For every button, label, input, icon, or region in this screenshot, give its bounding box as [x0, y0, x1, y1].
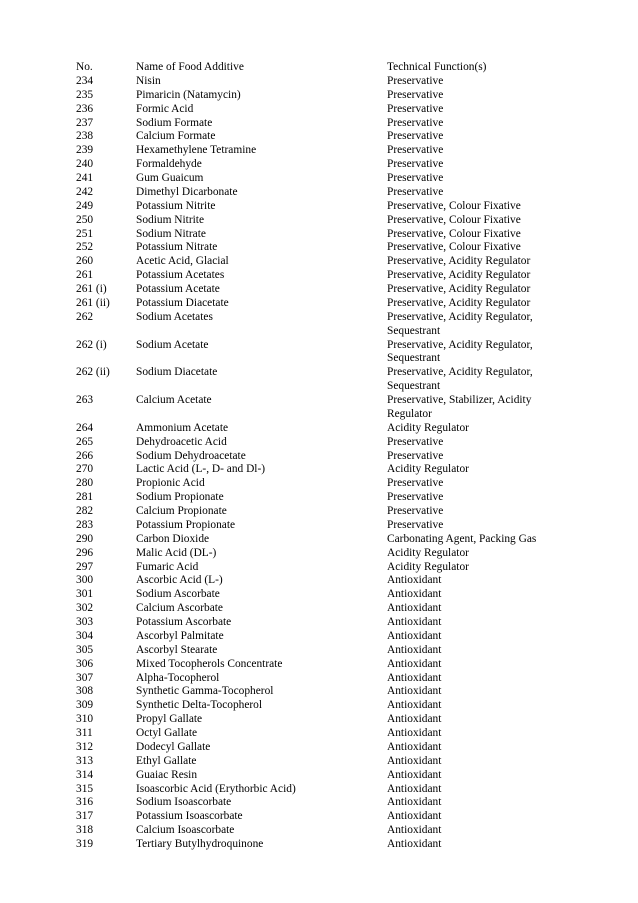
cell-name: Isoascorbic Acid (Erythorbic Acid): [136, 782, 296, 795]
function-line: Antioxidant: [387, 685, 442, 698]
cell-function: [387, 394, 556, 422]
cell-function: [387, 463, 556, 477]
function-line: Antioxidant: [387, 574, 442, 587]
cell-function: [387, 311, 556, 339]
cell-function: [387, 477, 556, 491]
table-row: [76, 755, 556, 769]
header-name: Name of Food Additive: [136, 61, 244, 73]
cell-name: Ascorbyl Stearate: [136, 643, 218, 656]
table-row: [76, 422, 556, 436]
cell-no: 236: [76, 102, 94, 115]
cell-no: 300: [76, 574, 94, 587]
function-line: Antioxidant: [387, 616, 442, 628]
table-row: [76, 339, 556, 367]
table-row: [76, 311, 556, 339]
table-row: [76, 713, 556, 727]
cell-function: [387, 297, 556, 311]
cell-no: 319: [76, 838, 94, 850]
function-line: Preservative, Acidity Regulator,: [387, 310, 533, 323]
table-row: [76, 394, 556, 422]
cell-function: [387, 783, 556, 797]
cell-function: [387, 117, 556, 131]
cell-function: [387, 824, 556, 838]
cell-no: 262 (i): [76, 338, 107, 351]
table-row: [76, 436, 556, 450]
table-row: [76, 241, 556, 255]
table-row: [76, 685, 556, 699]
table-row: [76, 158, 556, 172]
cell-no: 312: [76, 740, 94, 753]
cell-no: 306: [76, 657, 94, 670]
function-line: Preservative, Acidity Regulator,: [387, 338, 533, 351]
function-line: Preservative, Colour Fixative: [387, 199, 521, 212]
cell-no: 264: [76, 421, 94, 434]
cell-name: Synthetic Gamma-Tocopherol: [136, 685, 274, 698]
cell-no: 252: [76, 241, 94, 254]
function-line: Acidity Regulator: [387, 560, 469, 573]
function-line: Preservative: [387, 130, 444, 143]
cell-function: [387, 699, 556, 713]
cell-name: Formaldehyde: [136, 158, 202, 171]
cell-function: [387, 75, 556, 89]
table-row: [76, 602, 556, 616]
cell-name: Potassium Isoascorbate: [136, 810, 243, 823]
cell-function: [387, 255, 556, 269]
cell-name: Tertiary Butylhydroquinone: [136, 838, 264, 850]
function-line: Preservative, Acidity Regulator: [387, 269, 531, 282]
cell-function: [387, 727, 556, 741]
cell-function: [387, 228, 556, 242]
cell-function: [387, 339, 556, 367]
function-line: Preservative: [387, 144, 444, 157]
function-line: Antioxidant: [387, 657, 442, 670]
cell-name: Dehydroacetic Acid: [136, 435, 227, 448]
cell-no: 315: [76, 782, 94, 795]
cell-name: Sodium Nitrate: [136, 227, 206, 240]
function-line: Sequestrant: [387, 352, 441, 365]
table-row: [76, 769, 556, 783]
cell-name: Calcium Acetate: [136, 394, 212, 406]
cell-name: Sodium Ascorbate: [136, 588, 220, 601]
table-row: [76, 117, 556, 131]
cell-no: 235: [76, 88, 94, 101]
cell-no: 261: [76, 269, 94, 282]
cell-no: 250: [76, 213, 94, 226]
cell-name: Potassium Nitrate: [136, 241, 218, 254]
cell-name: Formic Acid: [136, 102, 194, 115]
function-line: Sequestrant: [387, 324, 441, 337]
cell-function: [387, 436, 556, 450]
cell-function: [387, 547, 556, 561]
cell-function: [387, 422, 556, 436]
table-row: [76, 130, 556, 144]
function-line: Antioxidant: [387, 671, 442, 684]
cell-name: Sodium Propionate: [136, 491, 224, 504]
table-row: [76, 699, 556, 713]
cell-no: 313: [76, 754, 94, 767]
cell-function: [387, 838, 556, 852]
function-line: Preservative, Acidity Regulator,: [387, 366, 533, 379]
cell-name: Sodium Acetate: [136, 338, 209, 351]
table-row: [76, 741, 556, 755]
function-line: Preservative: [387, 185, 444, 198]
table-row: [76, 533, 556, 547]
table-row: [76, 103, 556, 117]
cell-no: 261 (ii): [76, 296, 110, 309]
cell-name: Hexamethylene Tetramine: [136, 144, 257, 157]
cell-function: [387, 588, 556, 602]
cell-no: 318: [76, 824, 94, 837]
function-line: Preservative, Acidity Regulator: [387, 255, 531, 268]
cell-name: Calcium Isoascorbate: [136, 824, 235, 837]
table-header-row: [76, 61, 556, 75]
function-line: Preservative: [387, 477, 444, 490]
cell-no: 240: [76, 158, 94, 171]
function-line: Antioxidant: [387, 727, 442, 739]
function-line: Antioxidant: [387, 824, 442, 837]
cell-name: Acetic Acid, Glacial: [136, 255, 229, 268]
cell-no: 265: [76, 435, 94, 448]
table-row: [76, 228, 556, 242]
cell-no: 282: [76, 505, 94, 517]
table-row: [76, 491, 556, 505]
cell-name: Dodecyl Gallate: [136, 740, 211, 753]
cell-name: Potassium Ascorbate: [136, 616, 232, 628]
cell-name: Calcium Propionate: [136, 505, 227, 517]
cell-no: 239: [76, 144, 94, 157]
cell-no: 311: [76, 727, 93, 739]
function-line: Antioxidant: [387, 740, 442, 753]
cell-function: [387, 755, 556, 769]
cell-function: [387, 644, 556, 658]
cell-no: 241: [76, 172, 94, 184]
table-row: [76, 255, 556, 269]
function-line: Antioxidant: [387, 643, 442, 656]
table-row: [76, 172, 556, 186]
table-row: [76, 283, 556, 297]
cell-function: [387, 144, 556, 158]
cell-function: [387, 505, 556, 519]
cell-function: [387, 713, 556, 727]
cell-function: [387, 103, 556, 117]
cell-name: Potassium Nitrite: [136, 199, 216, 212]
cell-function: [387, 158, 556, 172]
cell-name: Sodium Diacetate: [136, 366, 218, 379]
cell-name: Synthetic Delta-Tocopherol: [136, 699, 263, 712]
cell-no: 309: [76, 699, 94, 712]
function-line: Preservative: [387, 518, 444, 531]
cell-name: Ethyl Gallate: [136, 754, 197, 767]
cell-function: [387, 602, 556, 616]
cell-no: 304: [76, 629, 94, 642]
table-row: [76, 727, 556, 741]
cell-name: Nisin: [136, 74, 161, 87]
cell-name: Gum Guaicum: [136, 172, 204, 184]
table-row: [76, 616, 556, 630]
function-line: Antioxidant: [387, 810, 442, 823]
function-line: Antioxidant: [387, 588, 442, 601]
cell-no: 281: [76, 491, 94, 504]
cell-no: 302: [76, 602, 94, 615]
cell-no: 242: [76, 185, 94, 198]
cell-no: 234: [76, 74, 94, 87]
cell-no: 263: [76, 394, 94, 406]
function-line: Acidity Regulator: [387, 463, 469, 476]
table-row: [76, 450, 556, 464]
cell-function: [387, 491, 556, 505]
cell-name: Mixed Tocopherols Concentrate: [136, 657, 283, 670]
cell-no: 280: [76, 477, 94, 490]
cell-name: Lactic Acid (L-, D- and Dl-): [136, 463, 266, 476]
table-row: [76, 658, 556, 672]
table-row: [76, 810, 556, 824]
cell-function: [387, 672, 556, 686]
header-function: Technical Function(s): [387, 61, 487, 73]
cell-name: Sodium Nitrite: [136, 213, 205, 226]
function-line: Antioxidant: [387, 699, 442, 712]
cell-name: Propionic Acid: [136, 477, 205, 490]
cell-name: Potassium Propionate: [136, 518, 236, 531]
table-row: [76, 89, 556, 103]
cell-name: Malic Acid (DL-): [136, 546, 217, 559]
table-row: [76, 672, 556, 686]
function-line: Preservative, Acidity Regulator: [387, 283, 531, 295]
cell-function: [387, 366, 556, 394]
function-line: Preservative: [387, 74, 444, 87]
cell-no: 237: [76, 116, 94, 129]
cell-function: [387, 269, 556, 283]
cell-no: 270: [76, 463, 94, 476]
cell-no: 290: [76, 532, 94, 545]
table-row: [76, 477, 556, 491]
cell-function: [387, 186, 556, 200]
cell-name: Sodium Formate: [136, 116, 213, 129]
function-line: Acidity Regulator: [387, 546, 469, 559]
table-row: [76, 269, 556, 283]
table-row: [76, 644, 556, 658]
cell-function: [387, 616, 556, 630]
cell-name: Carbon Dioxide: [136, 532, 210, 545]
cell-function: [387, 130, 556, 144]
cell-function: [387, 561, 556, 575]
header-no: No.: [76, 61, 93, 73]
cell-no: 301: [76, 588, 94, 601]
function-line: Preservative: [387, 505, 444, 517]
cell-function: [387, 796, 556, 810]
function-line: Preservative: [387, 449, 444, 462]
cell-function: [387, 283, 556, 297]
cell-function: [387, 741, 556, 755]
cell-function: [387, 769, 556, 783]
table-row: [76, 574, 556, 588]
cell-name: Potassium Acetates: [136, 269, 225, 282]
function-line: Preservative: [387, 158, 444, 171]
function-line: Preservative: [387, 116, 444, 129]
cell-name: Sodium Dehydroacetate: [136, 449, 246, 462]
cell-no: 238: [76, 130, 94, 143]
cell-name: Ascorbic Acid (L-): [136, 574, 223, 587]
cell-no: 262 (ii): [76, 366, 110, 379]
cell-no: 262: [76, 310, 94, 323]
cell-no: 249: [76, 199, 94, 212]
function-line: Antioxidant: [387, 754, 442, 767]
cell-function: [387, 89, 556, 103]
function-line: Regulator: [387, 407, 432, 420]
table-row: [76, 588, 556, 602]
function-line: Antioxidant: [387, 838, 442, 850]
function-line: Antioxidant: [387, 796, 442, 809]
cell-function: [387, 519, 556, 533]
table-row: [76, 144, 556, 158]
function-line: Preservative, Colour Fixative: [387, 241, 521, 254]
cell-name: Alpha-Tocopherol: [136, 671, 220, 684]
table-row: [76, 630, 556, 644]
cell-no: 261 (i): [76, 283, 107, 295]
table-row: [76, 200, 556, 214]
table-row: [76, 297, 556, 311]
cell-name: Sodium Isoascorbate: [136, 796, 232, 809]
function-line: Preservative, Colour Fixative: [387, 213, 521, 226]
function-line: Antioxidant: [387, 629, 442, 642]
cell-no: 283: [76, 518, 94, 531]
cell-function: [387, 658, 556, 672]
cell-name: Dimethyl Dicarbonate: [136, 185, 238, 198]
cell-function: [387, 574, 556, 588]
table-row: [76, 186, 556, 200]
cell-name: Pimaricin (Natamycin): [136, 88, 241, 101]
food-additive-table: [76, 61, 556, 852]
cell-no: 305: [76, 643, 94, 656]
cell-name: Sodium Acetates: [136, 310, 213, 323]
table-body: [76, 75, 556, 852]
table-row: [76, 366, 556, 394]
function-line: Carbonating Agent, Packing Gas: [387, 532, 537, 545]
cell-function: [387, 450, 556, 464]
cell-function: [387, 172, 556, 186]
cell-no: 303: [76, 616, 94, 628]
function-line: Preservative, Stabilizer, Acidity: [387, 394, 532, 406]
table-row: [76, 463, 556, 477]
cell-name: Ammonium Acetate: [136, 421, 229, 434]
cell-function: [387, 241, 556, 255]
cell-name: Ascorbyl Palmitate: [136, 629, 224, 642]
table-row: [76, 838, 556, 852]
cell-no: 307: [76, 671, 94, 684]
cell-function: [387, 214, 556, 228]
table-row: [76, 214, 556, 228]
table-row: [76, 547, 556, 561]
function-line: Preservative: [387, 88, 444, 101]
cell-name: Guaiac Resin: [136, 768, 198, 781]
function-line: Sequestrant: [387, 380, 441, 393]
cell-no: 314: [76, 768, 94, 781]
cell-name: Fumaric Acid: [136, 560, 199, 573]
cell-function: [387, 685, 556, 699]
table-row: [76, 824, 556, 838]
cell-function: [387, 533, 556, 547]
function-line: Antioxidant: [387, 768, 442, 781]
cell-no: 317: [76, 810, 94, 823]
cell-no: 251: [76, 227, 94, 240]
cell-name: Potassium Acetate: [136, 283, 220, 295]
function-line: Preservative: [387, 102, 444, 115]
cell-no: 266: [76, 449, 94, 462]
function-line: Antioxidant: [387, 782, 442, 795]
cell-function: [387, 200, 556, 214]
function-line: Acidity Regulator: [387, 421, 469, 434]
table-row: [76, 783, 556, 797]
cell-name: Potassium Diacetate: [136, 296, 229, 309]
cell-no: 296: [76, 546, 94, 559]
cell-name: Calcium Formate: [136, 130, 216, 143]
cell-no: 316: [76, 796, 94, 809]
function-line: Preservative: [387, 491, 444, 504]
function-line: Preservative, Acidity Regulator: [387, 296, 531, 309]
cell-name: Octyl Gallate: [136, 727, 198, 739]
function-line: Antioxidant: [387, 713, 442, 726]
table-row: [76, 505, 556, 519]
cell-no: 297: [76, 560, 94, 573]
table-row: [76, 561, 556, 575]
cell-function: [387, 630, 556, 644]
function-line: Preservative: [387, 435, 444, 448]
function-line: Preservative: [387, 172, 444, 184]
table-row: [76, 796, 556, 810]
cell-function: [387, 810, 556, 824]
function-line: Antioxidant: [387, 602, 442, 615]
cell-no: 310: [76, 713, 94, 726]
table-row: [76, 519, 556, 533]
table-row: [76, 75, 556, 89]
cell-name: Calcium Ascorbate: [136, 602, 223, 615]
cell-no: 260: [76, 255, 94, 268]
cell-no: 308: [76, 685, 94, 698]
function-line: Preservative, Colour Fixative: [387, 227, 521, 240]
cell-name: Propyl Gallate: [136, 713, 203, 726]
